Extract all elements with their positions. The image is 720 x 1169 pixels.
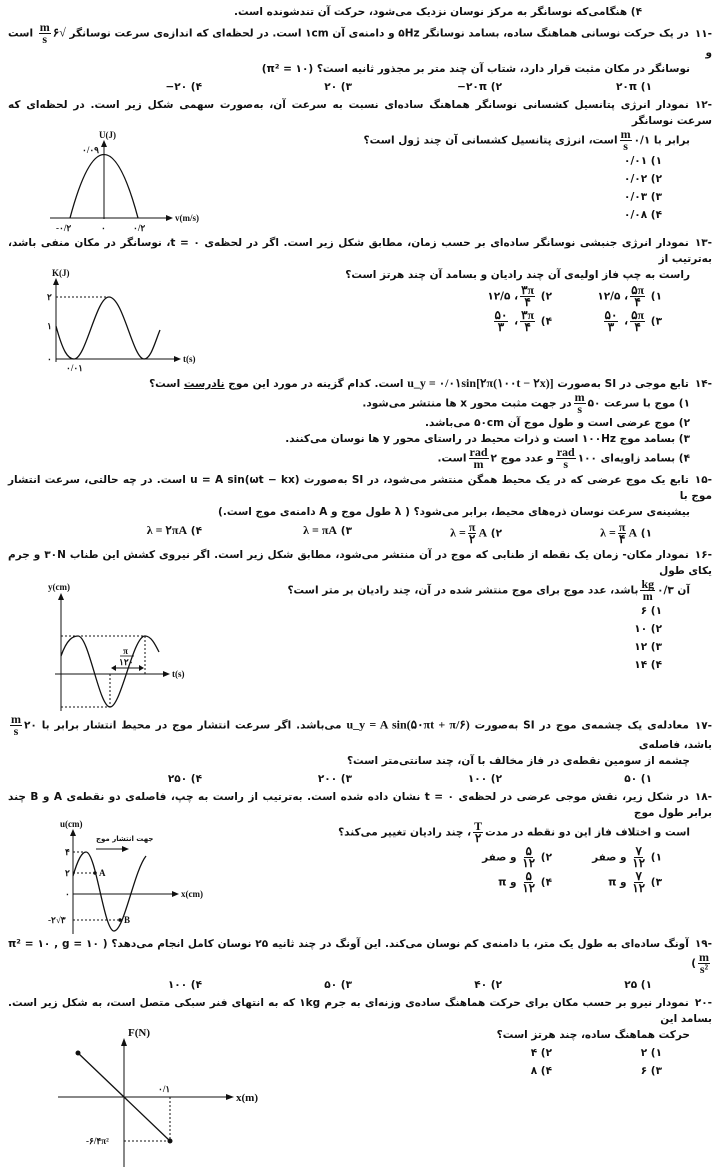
option-label: ۱) [650, 290, 662, 303]
den: ۱۲ [522, 856, 536, 870]
unit [640, 579, 655, 602]
phase: و π [498, 876, 517, 889]
q14-line1 [8, 375, 712, 392]
lhs: λ = [450, 525, 466, 540]
q10-option-4[interactable]: ۴) هنگامی‌که نوسانگر به مرکز نوسان نزدیک می‌شود، حرکت آن تندشونده است. [233, 6, 642, 18]
q12-option-1[interactable]: ۱) ۰/۰۱ [624, 155, 662, 167]
question-13 [8, 235, 712, 373]
q17-text: معادله‌ی یک چشمه‌ی موج در SI به‌صورت [474, 719, 689, 732]
q14-option-4[interactable] [8, 447, 690, 470]
q17-line1 [8, 714, 712, 753]
q12-line1 [8, 97, 712, 129]
period-fraction [473, 821, 483, 844]
q14-equation: u_y = ۰/۰۱sin[۲π(۱۰۰t − ۲x)] [407, 376, 554, 390]
q11-option-4[interactable]: ۴) ۲۰− [165, 81, 202, 93]
question-19 [8, 936, 712, 993]
den: m [473, 457, 484, 471]
question-11 [8, 22, 712, 95]
q17-line2: چشمه از سومین نقطه‌ی در فاز مخالف با آن، چند سانتی‌متر است؟ [346, 755, 690, 767]
q19-option-4[interactable]: ۴) ۱۰۰ [167, 979, 202, 991]
q13-line2: راست به چپ فاز اولیه‌ی آن چند رادیان و بسامد آن چند هرتز است؟ [345, 269, 690, 281]
q16-text: نمودار مکان- زمان یک نقطه از طنابی که موج در آن منتشر می‌شود، مطابق شکل زیر است. اگر نیروی کشش این طناب ۳۰N و جرم یکای طول [8, 549, 712, 577]
q20-options [268, 1045, 712, 1079]
q16-text: آن ۰/۳ [657, 584, 690, 597]
phase: و صفر [592, 851, 627, 864]
y-axis-label: u(cm) [60, 819, 83, 829]
q18-options [213, 846, 712, 894]
q18-option-3[interactable] [552, 871, 662, 894]
num: kg [641, 577, 655, 591]
frequency-fraction [604, 310, 619, 333]
x-tick-pos: ۰/۲ [133, 223, 146, 233]
y-tick-label: -۶/۴π² [86, 1136, 109, 1146]
fraction [618, 522, 627, 545]
direction-label: جهت انتشار موج [96, 835, 154, 843]
option-label: ۲) [540, 290, 552, 303]
q13-option-4[interactable]: ۴) $\frac{۳\pi}{۴}$ ، $\frac{۵۰}{۳}$ [494, 308, 552, 334]
q18-graph-svg [38, 821, 213, 934]
text: است. [437, 452, 467, 465]
unit [469, 447, 489, 470]
den: ۴ [634, 320, 641, 334]
text: ۱) موج با سرعت ۵۰ [587, 397, 690, 410]
den: ۳ [607, 320, 615, 334]
num: ۵π [631, 283, 645, 297]
q17-option-1[interactable]: ۱) ۵۰ [624, 773, 652, 785]
phase-fraction [520, 310, 535, 333]
x-axis-label: v(m/s) [175, 213, 199, 223]
num: ۷ [635, 869, 642, 883]
q13-graph [38, 267, 203, 373]
q17-text: می‌باشد. اگر سرعت انتشار موج در محیط انتشار برابر با ۲۰ [24, 719, 342, 732]
q13-option-1[interactable] [552, 285, 662, 308]
q12-text: نمودار انرژی پتانسیل کشسانی نوسانگر هماهنگ ساده‌ای نسبت به سرعت آن، به‌صورت سهمی شکل زیر است. در لحظه‌ای که سرعت نوسانگر [8, 99, 712, 127]
q17-number: -۱۷ [694, 719, 713, 732]
den: ۳ [497, 320, 505, 334]
q12-option-2[interactable]: ۲) ۰/۰۲ [624, 173, 662, 185]
point-a [93, 871, 97, 875]
y-arrow [58, 593, 64, 600]
q11-options [8, 79, 712, 95]
q11-option-1[interactable]: ۱) ۲۰π [615, 81, 652, 93]
q15-line2: بیشینه‌ی سرعت نوسان ذره‌های محیط، برابر می‌شود؟ ( λ طول موج و A دامنه‌ی موج است.) [218, 506, 690, 518]
left-endpoint [76, 1051, 81, 1056]
q19-line1 [8, 936, 712, 975]
q11-line2: نوسانگر در مکان مثبت قرار دارد، شتاب آن چند متر بر مجذور ثانیه است؟ (π² = ۱۰) [261, 63, 690, 75]
y4-label: ۴ [65, 847, 70, 857]
q18-number: -۱۸ [694, 791, 713, 803]
phase-fraction [630, 310, 645, 333]
num: ۵ [525, 869, 532, 883]
q12-text-end: است، انرژی پتانسیل کشسانی آن چند ژول است؟ [363, 134, 618, 147]
q11-line1 [8, 22, 712, 61]
fraction [632, 846, 645, 869]
q14-text-end: است؟ [149, 378, 181, 390]
option-label: ۲) [490, 527, 502, 540]
num: m [574, 390, 585, 404]
num: m [699, 950, 709, 964]
text: در جهت مثبت محور x ها منتشر می‌شود. [362, 397, 572, 410]
q19-option-2[interactable]: ۲) ۴۰ [474, 979, 502, 991]
y-axis-label: K(J) [52, 268, 70, 278]
q16-number: -۱۶ [694, 549, 712, 561]
x-axis-label: x(cm) [181, 889, 203, 899]
den: ۴ [618, 532, 626, 546]
q11-text-end: است و [8, 27, 712, 59]
num: π [618, 520, 626, 534]
interval-arrow-left [111, 665, 116, 671]
q20-option-1[interactable]: ۱) ۲ [640, 1047, 662, 1059]
phase: و صفر [482, 851, 517, 864]
q19-options [8, 977, 712, 993]
question-10 [8, 4, 712, 20]
num: ۳π [521, 283, 535, 297]
q16-option-2[interactable]: ۲) ۱۰ [634, 623, 662, 635]
q12-number: -۱۲ [694, 99, 712, 111]
formula: λ = πA [303, 523, 338, 537]
fraction [522, 871, 535, 894]
unit [556, 447, 576, 470]
q11-number: -۱۱ [694, 27, 712, 40]
q19-number: -۱۹ [694, 938, 712, 950]
q18-graph [38, 821, 213, 934]
q14-text: تابع موجی در SI به‌صورت [557, 378, 689, 390]
q20-line1 [8, 995, 712, 1027]
fraction [632, 871, 645, 894]
y-axis-label: F(N) [128, 1027, 150, 1039]
q15-options [8, 522, 712, 545]
q18-line1 [8, 789, 712, 821]
q20-option-3[interactable]: ۳) ۶ [640, 1065, 662, 1077]
q12-graph-svg [38, 129, 213, 233]
wave-curve [73, 852, 146, 931]
kinetic-energy-curve [56, 297, 160, 359]
q16-option-4[interactable]: ۴) ۱۴ [634, 659, 662, 671]
q14-option-1[interactable] [8, 392, 690, 415]
q17-equation: u_y = A sin(۵۰πt + π/۶) [346, 717, 470, 732]
y0-label: ۰ [65, 889, 70, 899]
q12-text: برابر با ۰/۱ [633, 134, 690, 147]
q12-unit [620, 129, 632, 152]
x-arrow [174, 356, 181, 362]
q16-option-3[interactable]: ۳) ۱۲ [634, 641, 662, 653]
x-arrow [166, 215, 173, 221]
q14-option-2[interactable]: ۲) موج عرضی است و طول موج آن ۵۰cm می‌باشد. [425, 417, 690, 429]
q13-text: نمودار انرژی جنبشی نوسانگر ساده‌ای بر حسب زمان، مطابق شکل زیر است. اگر در لحظه‌ی t = ۰، نوسانگر در مکان منفی باشد، به‌ترتیب از [8, 237, 712, 265]
x-arrow [226, 1094, 234, 1100]
question-17 [8, 714, 712, 787]
q13-options [203, 285, 712, 333]
phase-fraction [630, 285, 645, 308]
point-b-label: B [124, 915, 131, 925]
q20-line2: حرکت هماهنگ ساده، چند هرتز است؟ [496, 1029, 690, 1041]
unit-den: s [42, 32, 48, 46]
y-axis-label: U(J) [99, 130, 116, 140]
t1-label: ۰/۰۱ [66, 363, 84, 373]
q20-option-2[interactable]: ۲) ۴ [530, 1047, 552, 1059]
q13-option-3[interactable]: ۳) $\frac{۵\pi}{۴}$ ، $\frac{۵۰}{۳}$ [604, 308, 662, 334]
interval-den: ۱۲۰ [119, 657, 134, 667]
den: s [13, 724, 19, 738]
point-b [118, 918, 122, 922]
num: ۵۰ [604, 308, 618, 322]
q12-graph [38, 129, 213, 233]
q14-option-3[interactable]: ۳) بسامد موج ۱۰۰Hz است و ذرات محیط در راستای محور y ها نوسان می‌کنند. [285, 433, 690, 445]
num: π [468, 520, 476, 534]
formula: λ = ۲πA [146, 523, 188, 537]
option-label: ۱) [650, 851, 662, 864]
frequency-fraction [494, 310, 509, 333]
option-label: ۳) [650, 315, 662, 328]
option-label: ۴) [540, 315, 552, 328]
q20-graph [38, 1027, 268, 1167]
y-axis-label: y(cm) [48, 582, 70, 592]
q19-option-3[interactable]: ۳) ۵۰ [324, 979, 352, 991]
direction-arrowhead [122, 846, 129, 852]
q13-graph-svg [38, 267, 203, 373]
q11-option-3[interactable]: ۳) ۲۰ [324, 81, 352, 93]
q14-text: است. کدام گزینه در مورد این موج [228, 378, 404, 390]
x-axis-label: t(s) [172, 669, 185, 679]
q17-option-3[interactable]: ۳) ۲۰۰ [317, 773, 352, 785]
x-tick-label: ۰/۱ [158, 1084, 171, 1094]
y-arrow [70, 829, 76, 836]
question-16 [8, 547, 712, 712]
max-label: ۲ [47, 292, 52, 302]
q20-number: -۲۰ [694, 997, 712, 1009]
rhs: A [478, 525, 488, 540]
den: ۱۲ [522, 881, 536, 895]
wave-curve [61, 636, 159, 707]
den: ۴ [524, 320, 531, 334]
q11-option-2[interactable]: ۲) ۲۰π− [457, 81, 502, 93]
num: ۳π [521, 308, 535, 322]
q19-text: آونگ ساده‌ای به طول یک متر، با دامنه‌ی کم نوسان می‌کند. این آونگ در چند ثانیه ۲۵ نوسان کامل انجام می‌دهد؟ ( π² = ۱۰ , g = ۱۰ [8, 938, 689, 950]
option-label: ۱) [640, 527, 652, 540]
question-12 [8, 97, 712, 233]
x-arrow [163, 671, 170, 677]
option-label: ۲) [540, 851, 552, 864]
q20-text: نمودار نیرو بر حسب مکان برای حرکت هماهنگ ساده‌ی وزنه‌ای به جرم ۱kg که به انتهای فنر سبکی متصل است، به شکل زیر است. بسامد این [8, 997, 712, 1025]
interval-arrow-right [139, 665, 144, 671]
num: ۵۰ [494, 308, 508, 322]
text: ۴) بسامد زاویه‌ای ۱۰۰ [577, 452, 690, 465]
q14-underlined: نادرست [183, 378, 225, 390]
option-label: ۳) [650, 876, 662, 889]
yneg-label: -۲√۳ [48, 915, 66, 925]
num: ۷ [635, 844, 642, 858]
x-tick-neg: -۰/۲ [56, 223, 72, 233]
q18-option-2[interactable] [442, 846, 552, 869]
q14-number: -۱۴ [694, 378, 712, 390]
q15-option-4[interactable] [52, 522, 202, 545]
start-label: ۱ [47, 321, 52, 331]
num: rad [556, 445, 575, 459]
den: m [642, 589, 653, 603]
lhs: λ = [600, 525, 616, 540]
q18-option-4[interactable] [442, 871, 552, 894]
x-axis-label: x(m) [236, 1092, 258, 1104]
point-a-label: A [99, 868, 106, 878]
q16-line1 [8, 547, 712, 579]
fraction [522, 846, 535, 869]
q12-option-4[interactable]: ۴) ۰/۰۸ [624, 209, 662, 221]
q11-value: √۶ [52, 25, 66, 40]
x-arrow [172, 891, 179, 897]
den: s [577, 402, 582, 416]
y2-label: ۲ [65, 868, 70, 878]
num: ۵π [631, 308, 645, 322]
unit [698, 952, 710, 975]
fraction [468, 522, 477, 545]
q13-option-2[interactable] [442, 285, 552, 308]
q19-option-1[interactable]: ۱) ۲۵ [624, 979, 652, 991]
q16-graph-svg [38, 579, 203, 712]
q17-text-end: باشد، فاصله‌ی [638, 739, 712, 751]
q15-option-3[interactable] [202, 522, 352, 545]
q18-text: است و اختلاف فاز این دو نقطه در مدت [485, 826, 690, 839]
q16-text-end: باشد، عدد موج برای موج منتشر شده در آن، چند رادیان بر متر است؟ [287, 584, 639, 597]
q15-text: تابع یک موج عرضی که در یک محیط همگن منتشر می‌شود، در SI به‌صورت u = A sin(ωt − kx) است. در چه حالتی، سرعت انتشار موج با [8, 474, 712, 502]
question-15 [8, 472, 712, 545]
unit [574, 392, 586, 415]
y-arrow [121, 1038, 127, 1046]
phase-fraction [520, 285, 535, 308]
q15-number: -۱۵ [694, 474, 712, 486]
q13-line1 [8, 235, 712, 267]
unit [10, 714, 22, 737]
q14-options [8, 392, 712, 470]
rhs: A [628, 525, 638, 540]
num: rad [469, 445, 488, 459]
num: T [474, 819, 483, 833]
q17-option-4[interactable]: ۴) ۲۵۰ [167, 773, 202, 785]
den: ۴ [524, 295, 531, 309]
zero-label: ۰ [47, 354, 52, 364]
frequency: ، ۱۲/۵ [597, 290, 629, 303]
q15-option-1[interactable] [502, 522, 652, 545]
option-label: ۴) [190, 525, 202, 537]
unit-den: s [623, 139, 628, 153]
y-arrow [53, 278, 59, 285]
x-axis-label: t(s) [183, 354, 196, 364]
q20-graph-svg [38, 1027, 268, 1167]
question-20 [8, 995, 712, 1167]
den: ۲ [474, 831, 482, 845]
q15-option-2[interactable] [352, 522, 502, 545]
question-18 [8, 789, 712, 934]
y-arrow [101, 140, 107, 147]
den: ۱۲ [632, 881, 646, 895]
den: ۴ [634, 295, 641, 309]
unit-num: m [39, 20, 50, 34]
q13-number: -۱۳ [694, 237, 712, 249]
q17-option-2[interactable]: ۲) ۱۰۰ [467, 773, 502, 785]
q17-options [8, 771, 712, 787]
phase: و π [608, 876, 627, 889]
interval-num: π [123, 646, 128, 656]
q20-option-4[interactable]: ۴) ۸ [530, 1065, 552, 1077]
den: s² [699, 962, 709, 976]
option-label: ۳) [340, 525, 352, 537]
question-14 [8, 375, 712, 470]
q12-option-3[interactable]: ۳) ۰/۰۳ [624, 191, 662, 203]
q16-graph [38, 579, 203, 712]
den: s [563, 457, 569, 471]
peak-label: ۰/۰۹ [82, 145, 100, 155]
x-tick-zero: ۰ [101, 223, 106, 233]
num: ۵ [525, 844, 532, 858]
option-label: ۴) [540, 876, 552, 889]
q11-unit [39, 22, 51, 45]
num: m [11, 712, 21, 726]
unit-num: m [620, 127, 631, 141]
q18-option-1[interactable] [552, 846, 662, 869]
q11-text: در یک حرکت نوسانی هماهنگ ساده، بسامد نوسانگر ۵Hz و دامنه‌ی آن ۱cm است. در لحظه‌ای که اندازه‌ی سرعت نوسانگر [69, 27, 689, 40]
q15-line1 [8, 472, 712, 504]
q18-text: در شکل زیر، نقش موجی عرضی در لحظه‌ی t = ۰ نشان داده شده است. به‌ترتیب از راست به چپ، فاصله‌ی دو نقطه‌ی A و B چند برابر طول موج [8, 791, 712, 819]
den: ۲ [468, 532, 476, 546]
q18-text-end: ، چند رادیان تغییر می‌کند؟ [338, 826, 472, 839]
frequency: ، ۱۲/۵ [487, 290, 519, 303]
paren: ) [691, 957, 696, 970]
q16-option-1[interactable]: ۱) ۶ [640, 605, 662, 617]
text: و عدد موج ۲ [490, 452, 554, 465]
den: ۱۲ [632, 856, 646, 870]
